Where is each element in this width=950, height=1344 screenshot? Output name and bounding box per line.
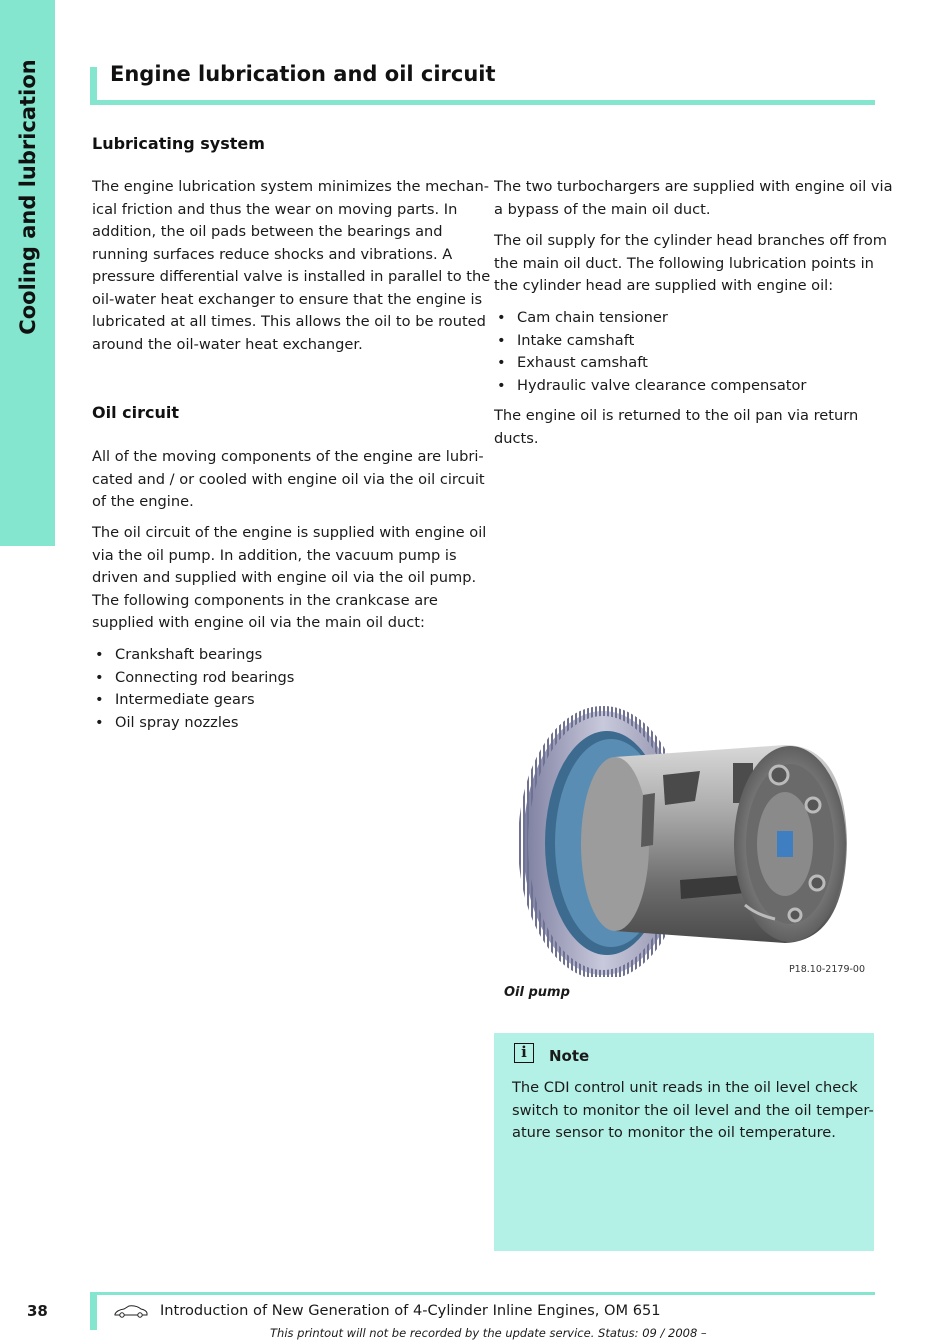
car-icon (114, 1304, 148, 1318)
paragraph-oil-return: The engine oil is returned to the oil pan via return ducts. (494, 407, 859, 447)
figure-code: P18.10-2179-00 (788, 964, 865, 975)
paragraph-oil-circuit-supply: The oil circuit of the engine is supplied with engine oil via the oil pump. In addition, the vacuum pump is driven and supplied with engine oil via the oil pump. The following components in the crankcase are supplied with engine oil via the main oil duct: (92, 524, 487, 631)
list-item: • Crankshaft bearings (92, 644, 294, 667)
list-item: • Cam chain tensioner (494, 307, 806, 330)
side-tab (0, 0, 55, 546)
cylinder-head-list (494, 307, 806, 397)
paragraph-lubrication: The engine lubrication system minimizes the mechan- ical friction and thus the wear on moving parts. In addition, the oil pads between the bearings and running surfaces reduce shocks and vibrations. A pressure differential valve is installed in parallel to the oil-water heat exchanger to ensure that the engine is lubricated at all times. This allows the oil to be routed around the oil-water heat exchanger. (92, 178, 491, 353)
page-number: 38 (27, 1302, 48, 1320)
heading-oil-circuit: Oil circuit (92, 403, 180, 422)
heading-lubricating-system: Lubricating system (92, 134, 265, 153)
footer-title: Introduction of New Generation of 4-Cylinder Inline Engines, OM 651 (160, 1302, 661, 1319)
paragraph-turbochargers: The two turbochargers are supplied with engine oil via a bypass of the main oil duct. (494, 178, 893, 218)
paragraph-cylinder-head: The oil supply for the cylinder head branches off from the main oil duct. The following lubrication points in the cylinder head are supplied with engine oil: (494, 232, 887, 294)
footer-rule (90, 1292, 875, 1295)
oil-pump-illustration (495, 705, 873, 977)
side-tab-label: Cooling and lubrication (16, 59, 40, 335)
note-box (494, 1033, 874, 1251)
title-underline (90, 100, 875, 105)
note-text: The CDI control unit reads in the oil level check switch to monitor the oil level and the oil temper- ature sensor to monitor the oil temperature. (512, 1079, 874, 1141)
figure-caption: Oil pump (504, 985, 570, 1000)
list-item: • Intake camshaft (494, 330, 806, 353)
list-item: • Exhaust camshaft (494, 352, 806, 375)
footer-accent (90, 1292, 97, 1330)
footer-status: This printout will not be recorded by the update service. Status: 09 / 2008 – (270, 1326, 707, 1340)
list-item: • Intermediate gears (92, 689, 294, 712)
oil-pump-figure (495, 705, 873, 977)
paragraph-oil-circuit-intro: All of the moving components of the engine are lubri- cated and / or cooled with engine oil via the oil circuit of the engine. (92, 448, 485, 510)
note-title: Note (549, 1047, 590, 1065)
list-item: • Oil spray nozzles (92, 712, 294, 735)
crankcase-list (92, 644, 294, 734)
list-item: • Connecting rod bearings (92, 667, 294, 690)
list-item: • Hydraulic valve clearance compensator (494, 375, 806, 398)
info-icon: i (514, 1043, 534, 1063)
page-title: Engine lubrication and oil circuit (110, 62, 496, 86)
